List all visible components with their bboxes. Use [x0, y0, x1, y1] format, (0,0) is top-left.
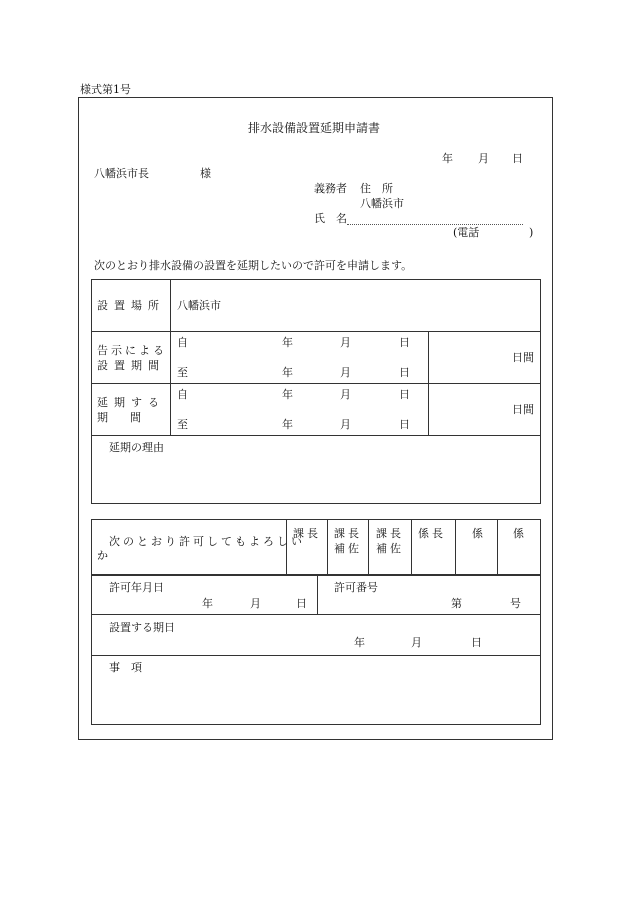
- notice-from-year: 年: [282, 336, 293, 349]
- permit-number-suffix: 号: [510, 597, 521, 610]
- addressee-name: 八幡浜市長: [94, 167, 149, 180]
- date-month: 月: [478, 152, 489, 165]
- location-label: 設置場所: [97, 299, 165, 312]
- stamp-2-line1: 課長: [334, 527, 362, 540]
- notice-label-1: 告示による: [97, 344, 167, 357]
- permit-day: 日: [296, 597, 307, 610]
- extend-to-year: 年: [282, 418, 293, 431]
- permit-year: 年: [202, 597, 213, 610]
- name-line: [347, 224, 523, 225]
- notice-to-month: 月: [340, 366, 351, 379]
- addressee-honorific: 様: [200, 167, 211, 180]
- stamp-6-line1: 係: [513, 527, 524, 540]
- applicant-role: 義務者: [314, 182, 347, 195]
- address-label: 住 所: [360, 182, 393, 195]
- phone-close: ): [529, 226, 534, 239]
- permit-number-prefix: 第: [451, 597, 462, 610]
- form-number: 様式第1号: [80, 83, 131, 96]
- address-city: 八幡浜市: [360, 197, 404, 210]
- extend-label-1: 延期する: [97, 396, 165, 409]
- reason-label: 延期の理由: [109, 441, 164, 454]
- stamp-3-line1: 課長: [376, 527, 404, 540]
- extend-from-year: 年: [282, 388, 293, 401]
- notice-from-month: 月: [340, 336, 351, 349]
- extend-label-2: 期 間: [97, 411, 141, 424]
- extend-to-day: 日: [399, 418, 410, 431]
- extend-to-month: 月: [340, 418, 351, 431]
- extend-from: 自: [177, 388, 188, 401]
- notes-label: 事 項: [109, 661, 142, 674]
- permit-number-label: 許可番号: [334, 581, 378, 594]
- notice-from: 自: [177, 336, 188, 349]
- install-date-label: 設置する期日: [109, 621, 175, 634]
- location-value: 八幡浜市: [177, 299, 221, 312]
- date-year: 年: [442, 152, 453, 165]
- stamp-3-line2: 補佐: [376, 542, 404, 555]
- stamp-2-line2: 補佐: [334, 542, 362, 555]
- stamp-4-line1: 係長: [418, 527, 446, 540]
- phone-open: (電話: [453, 226, 480, 239]
- notice-days-label: 日間: [512, 351, 534, 364]
- install-month: 月: [411, 636, 422, 649]
- extend-from-month: 月: [340, 388, 351, 401]
- application-table: [91, 279, 541, 504]
- install-day: 日: [471, 636, 482, 649]
- permit-table: [91, 575, 541, 725]
- name-label: 氏 名: [314, 212, 347, 225]
- extend-to: 至: [177, 418, 188, 431]
- permit-date-label: 許可年月日: [109, 581, 164, 594]
- notice-label-2: 設置期間: [97, 359, 165, 372]
- stamp-1-line1: 課長: [293, 527, 321, 540]
- notice-from-day: 日: [399, 336, 410, 349]
- extend-days-label: 日間: [512, 403, 534, 416]
- notice-to-year: 年: [282, 366, 293, 379]
- approval-text-line1: 次のとおり許可してもよろしい: [109, 535, 305, 548]
- install-year: 年: [354, 636, 365, 649]
- approval-text-line2: か: [97, 549, 108, 562]
- request-text: 次のとおり排水設備の設置を延期したいので許可を申請します。: [94, 259, 413, 272]
- extend-from-day: 日: [399, 388, 410, 401]
- notice-to: 至: [177, 366, 188, 379]
- stamp-5-line1: 係: [472, 527, 483, 540]
- notice-to-day: 日: [399, 366, 410, 379]
- form-title: 排水設備設置延期申請書: [248, 121, 381, 135]
- permit-month: 月: [250, 597, 261, 610]
- date-day: 日: [512, 152, 523, 165]
